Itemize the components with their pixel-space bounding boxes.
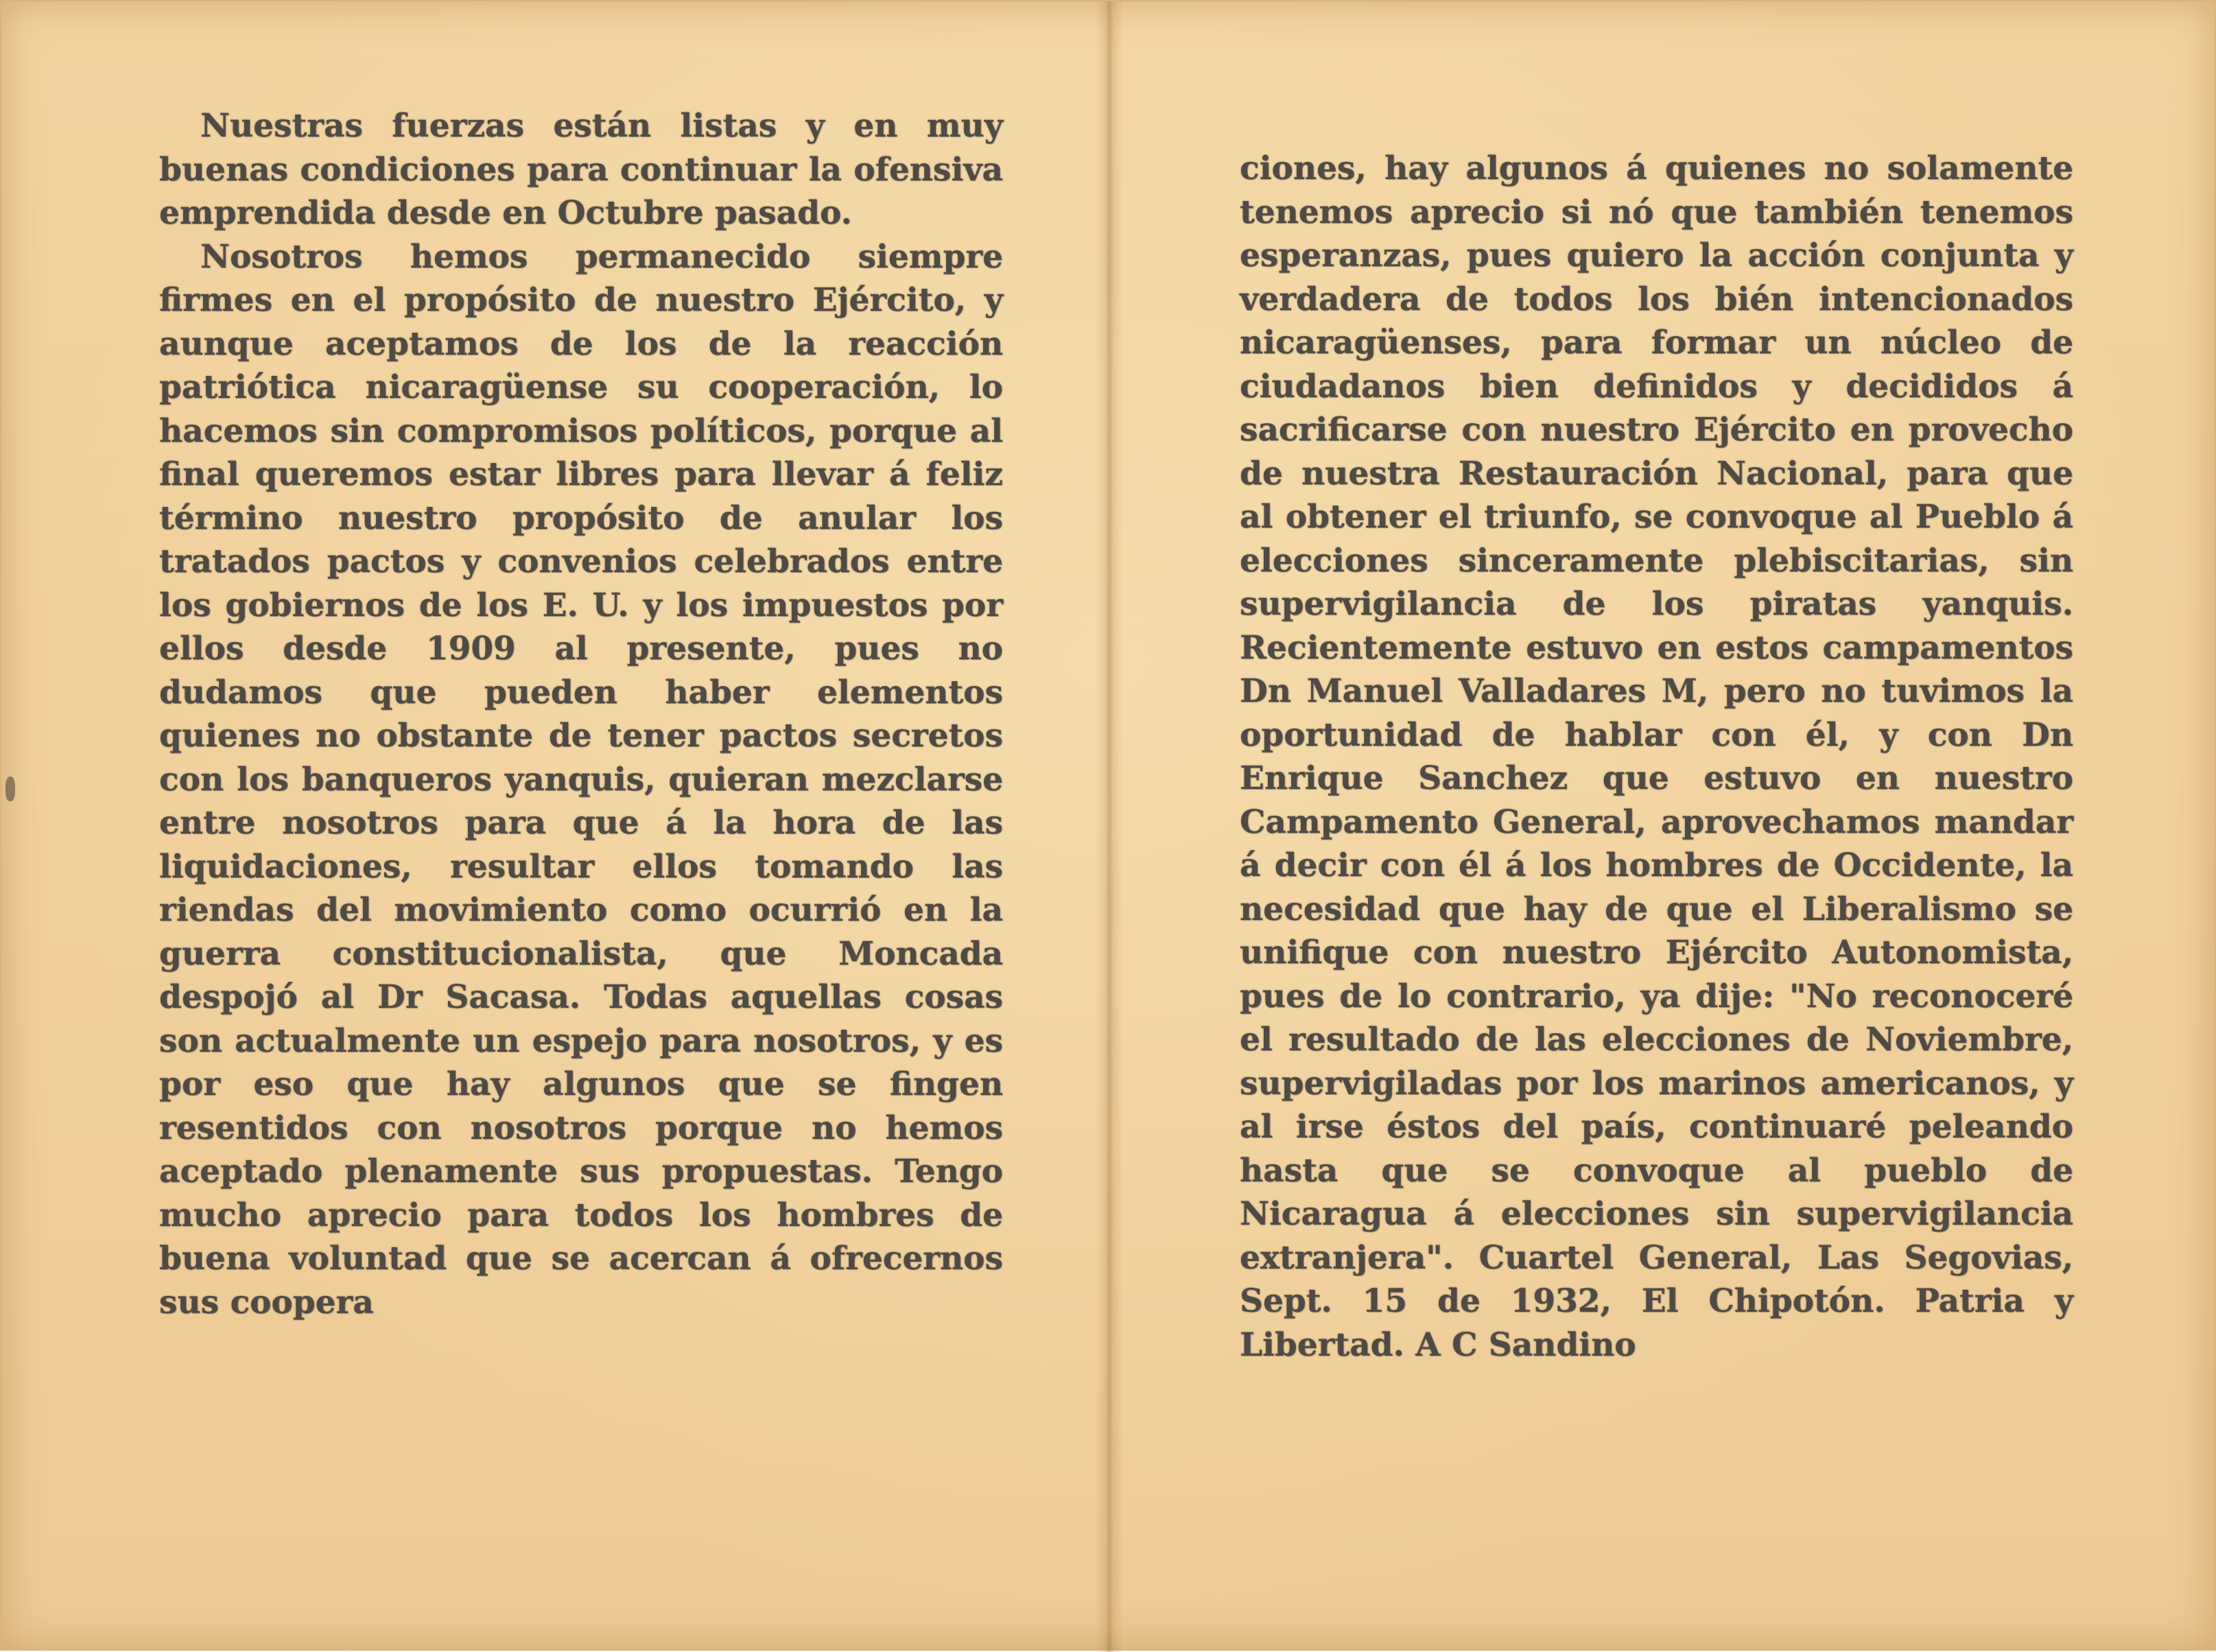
center-fold — [1096, 1, 1123, 1652]
right-page — [1240, 147, 2073, 1519]
left-paragraph-1: Nuestras fuerzas están listas y en muy buenas condiciones para continuar la ofensiva emprendida desde en Octubre pasado. — [159, 107, 1003, 232]
right-paragraph-1: ciones, hay algunos á quienes no solamente tenemos aprecio si nó que también tenemos esperanzas, pues quiero la acción conjunta y verdadera de todos los bién intencionados nicaragüenses, para formar un núcleo de ciudadanos bien definidos y decididos á sacrificarse con nuestro Ejército en provecho de nuestra Restauración Nacional, para que al obtener el triunfo, se convoque al Pueblo á elecciones sinceramente plebiscitarias, sin supervigilancia de los piratas yanquis. Recientemente estuvo en estos campamentos Dn Manuel Valladares M, pero no tuvimos la oportunidad de hablar con él, y con Dn Enrique Sanchez que estuvo en nuestro Campamento General, aprovechamos mandar á decir con él á los hombres de Occidente, la necesidad que hay de que el Liberalismo se unifique con nuestro Ejército Autonomista, pues de lo contrario, ya dije: "No reconoceré el resultado de las elecciones de Noviembre, supervigiladas por los marinos americanos, y al irse éstos del país, continuaré peleando hasta que se convoque al pueblo de Nicaragua á elecciones sin supervigilancia extranjera". Cuartel General, Las Segovias, Sept. 15 de 1932, El Chipotón. Patria y Libertad. A C Sandino — [1240, 150, 2073, 1364]
left-paragraph-2: Nosotros hemos permanecido siempre firmes en el propósito de nuestro Ejército, y aunque aceptamos de los de la reacción patriótica nicaragüense su cooperación, lo hacemos sin compromisos políticos, porque al final queremos estar libres para llevar á feliz término nuestro propósito de anular los tratados pactos y convenios celebrados entre los gobiernos de los E. U. y los impuestos por ellos desde 1909 al presente, pues no dudamos que pueden haber elementos quienes no obstante de tener pactos secretos con los banqueros yanquis, quieran mezclarse entre nosotros para que á la hora de las liquidaciones, resultar ellos tomando las riendas del movimiento como ocurrió en la guerra constitucionalista, que Moncada despojó al Dr Sacasa. Todas aquellas cosas son actualmente un espejo para nosotros, y es por eso que hay algunos que se fingen resentidos con nosotros porque no hemos aceptado plenamente sus propuestas. Tengo mucho aprecio para todos los hombres de buena voluntad que se acercan á ofrecernos sus coopera — [159, 237, 1003, 1321]
left-page — [159, 104, 1003, 1518]
edge-stain — [5, 777, 15, 801]
